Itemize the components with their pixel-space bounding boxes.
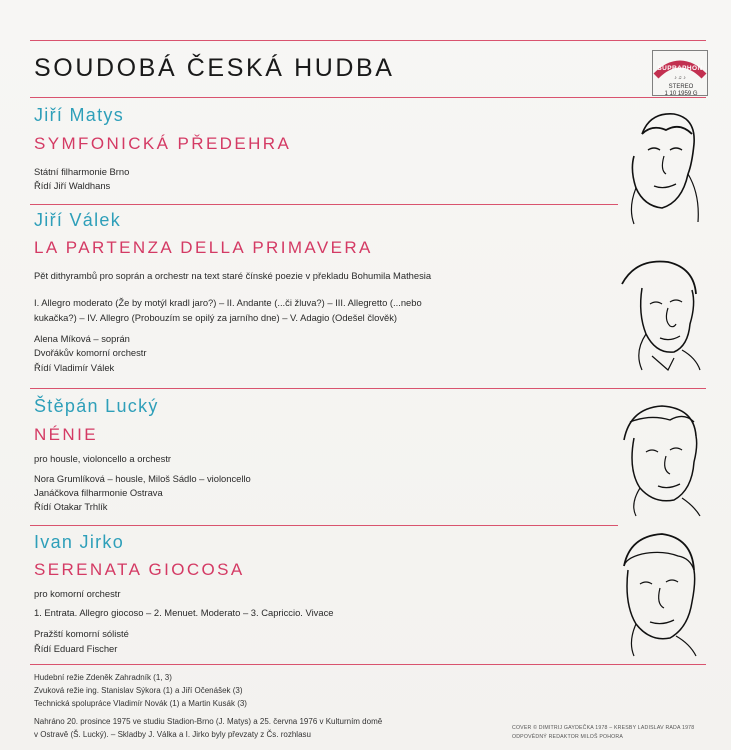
work-description: pro komorní orchestr bbox=[34, 588, 121, 599]
svg-text:♪ ♫ ♪: ♪ ♫ ♪ bbox=[674, 75, 686, 81]
svg-text:SUPRAPHON: SUPRAPHON bbox=[657, 65, 703, 72]
composer-name: Ivan Jirko bbox=[34, 532, 125, 552]
credit-line: Technická spolupráce Vladimír Novák (1) a Martin Kusák (3) bbox=[34, 699, 247, 708]
work-description: pro housle, violoncello a orchestr bbox=[34, 453, 172, 464]
cover-credit: COVER © DIMITRIJ GAYDEČKA 1978 – KRESBY LADISLAV RADA 1978 bbox=[512, 725, 695, 731]
conductor-line: Řídí Jiří Waldhans bbox=[34, 180, 111, 191]
portrait-drawing-lucky bbox=[610, 400, 704, 518]
work-title: NÉNIE bbox=[34, 425, 98, 444]
work-title: SYMFONICKÁ PŘEDEHRA bbox=[34, 134, 292, 153]
work-title: SERENATA GIOCOSA bbox=[34, 560, 245, 579]
top-rule bbox=[30, 40, 706, 41]
movements-line: 1. Entrata. Allegro giocoso – 2. Menuet. Moderato – 3. Capriccio. Vivace bbox=[34, 607, 334, 618]
rule-under-title bbox=[30, 97, 706, 98]
composer-name: Jiří Matys bbox=[34, 105, 125, 125]
conductor-line: Řídí Otakar Trhlík bbox=[34, 501, 108, 512]
performer-line: Alena Míková – soprán bbox=[34, 333, 130, 344]
section-rule bbox=[30, 204, 618, 205]
section-rule bbox=[30, 525, 618, 526]
work-title: LA PARTENZA DELLA PRIMAVERA bbox=[34, 238, 373, 257]
credit-line: Hudební režie Zdeněk Zahradník (1, 3) bbox=[34, 673, 172, 682]
label-catalog: 1 10 1959 G bbox=[664, 91, 698, 97]
portrait-drawing-matys bbox=[622, 104, 704, 228]
label-code bbox=[653, 84, 709, 98]
recording-note: Nahráno 20. prosince 1975 ve studiu Stadion-Brno (J. Matys) a 25. června 1976 v Kulturním domě bbox=[34, 717, 383, 726]
performer-line: Státní filharmonie Brno bbox=[34, 166, 130, 177]
recording-note: v Ostravě (Š. Lucký). – Skladby J. Válka a I. Jirko byly převzaty z Čs. rozhlasu bbox=[34, 730, 311, 739]
portrait-drawing-jirko bbox=[612, 530, 702, 658]
performer-line: Nora Grumlíková – housle, Miloš Sádlo – violoncello bbox=[34, 473, 251, 484]
page-title: SOUDOBÁ ČESKÁ HUDBA bbox=[34, 54, 395, 82]
editor-credit: ODPOVĚDNÝ REDAKTOR MILOŠ POHORA bbox=[512, 734, 624, 740]
movements-line: I. Allegro moderato (Že by motýl kradl jaro?) – II. Andante (...či žluva?) – III. Allegretto (...nebo bbox=[34, 297, 422, 308]
conductor-line: Řídí Eduard Fischer bbox=[34, 643, 118, 654]
movements-line: kukačka?) – IV. Allegro (Probouzím se opilý za jarního dne) – V. Adagio (Odešel člověk) bbox=[34, 312, 398, 323]
composer-name: Štěpán Lucký bbox=[34, 396, 159, 416]
conductor-line: Řídí Vladimír Válek bbox=[34, 362, 115, 373]
performer-line: Pražští komorní sólisté bbox=[34, 628, 129, 639]
label-stereo: STEREO bbox=[668, 84, 694, 90]
work-description: Pět dithyrambů pro soprán a orchestr na text staré čínské poezie v překladu Bohumila Mathesia bbox=[34, 270, 432, 281]
section-rule bbox=[30, 664, 706, 665]
portrait-drawing-valek bbox=[612, 254, 704, 374]
performer-line: Janáčkova filharmonie Ostrava bbox=[34, 487, 163, 498]
composer-name: Jiří Válek bbox=[34, 210, 122, 230]
section-rule bbox=[30, 388, 706, 389]
credit-line: Zvuková režie ing. Stanislav Sýkora (1) a Jiří Očenášek (3) bbox=[34, 686, 243, 695]
performer-line: Dvořákův komorní orchestr bbox=[34, 347, 147, 358]
